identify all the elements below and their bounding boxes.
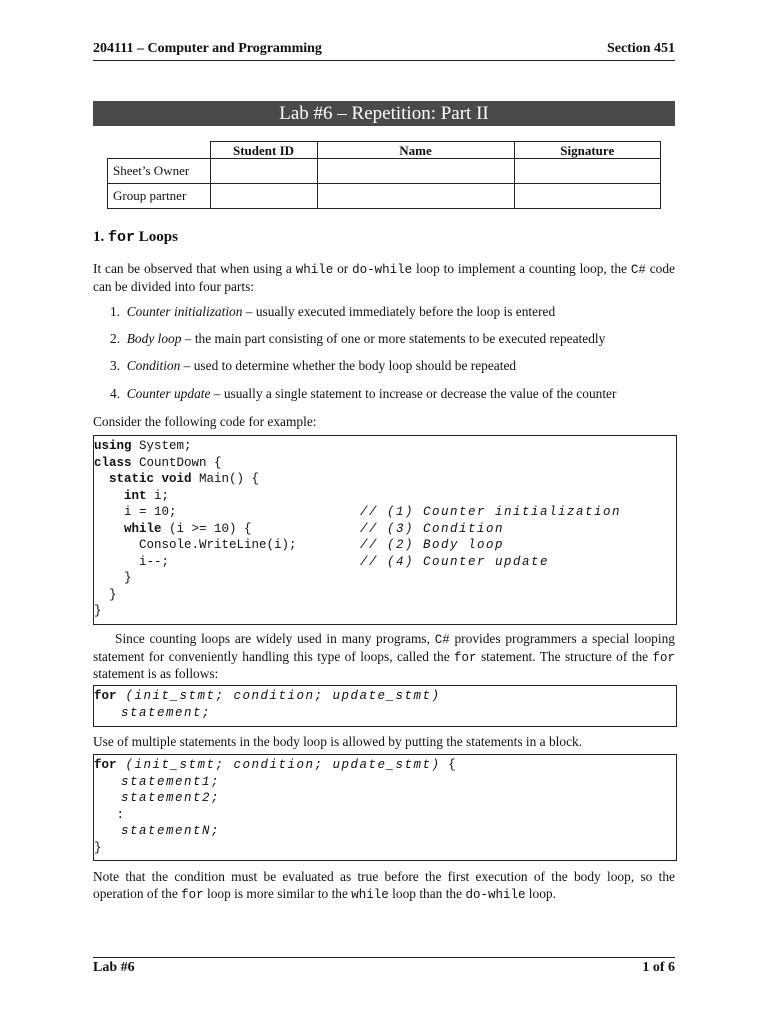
text: loop is more similar to the [203, 885, 352, 901]
col-name: Name [317, 142, 514, 159]
code-keyword: for [454, 650, 477, 665]
code-line: statementN; [94, 824, 221, 838]
code-line: } [94, 604, 102, 618]
text: Since counting loops are widely used in many programs, [115, 631, 435, 646]
section-number: Section 451 [606, 41, 675, 56]
page-header [93, 41, 675, 61]
code-keyword: for [652, 650, 675, 665]
code-line: for (init_stmt; condition; update_stmt) [94, 689, 441, 703]
text: Note that the condition must be evaluated as true before the first execution of the body loop, so the operation of the [93, 869, 675, 901]
page-number: 1 of 6 [642, 960, 675, 975]
list-item [110, 304, 555, 320]
section-number: 1. [93, 229, 105, 245]
partner-name-field[interactable] [317, 184, 514, 209]
consider-text: Consider the following code for example: [93, 414, 317, 429]
list-item [110, 358, 516, 374]
text: loop. [525, 885, 556, 901]
code-line: } [94, 587, 117, 602]
owner-student-id-field[interactable] [210, 159, 317, 184]
code-keyword: for [181, 887, 204, 902]
text: loop to implement a counting loop, the [412, 261, 631, 276]
partner-student-id-field[interactable] [210, 184, 317, 209]
text: provides programmers a special looping statement for conveniently handling this type of loops, called the [93, 631, 675, 664]
page-footer [93, 957, 675, 978]
list-desc: – usually a single statement to increase or decrease the value of the counter [210, 386, 617, 401]
text: code can be divided into four parts: [93, 261, 675, 294]
col-signature: Signature [514, 142, 661, 159]
col-student-id: Student ID [210, 142, 317, 159]
code-line: while (i >= 10) { // (3) Condition [94, 521, 505, 536]
list-term: Counter update [126, 386, 211, 401]
block-paragraph: Use of multiple statements in the body loop is allowed by putting the statements in a block. [93, 734, 583, 749]
code-keyword: do-while [352, 263, 413, 277]
section-title: Loops [138, 229, 178, 245]
list-number: 2. [110, 331, 121, 346]
list-term: Counter initialization [126, 304, 243, 319]
text: statement is as follows: [93, 666, 219, 681]
list-desc: – used to determine whether the body loop should be repeated [180, 358, 517, 373]
code-line: class CountDown { [94, 455, 222, 470]
code-line: Console.WriteLine(i); // (2) Body loop [94, 538, 505, 552]
code-comment: // (4) Counter update [360, 554, 550, 569]
list-number: 4. [110, 386, 121, 401]
list-number: 1. [110, 304, 121, 319]
list-desc: – the main part consisting of one or more statements to be executed repeatedly [181, 331, 606, 346]
code-line: i = 10; // (1) Counter initialization [94, 505, 622, 519]
row-label-partner: Group partner [108, 184, 211, 209]
code-line: } [94, 571, 132, 585]
table-row [108, 159, 661, 184]
signature-table [107, 141, 661, 209]
owner-name-field[interactable] [317, 159, 514, 184]
code-keyword: C# [434, 633, 450, 647]
list-desc: – usually executed immediately before the loop is entered [242, 304, 556, 319]
row-label-owner: Sheet’s Owner [108, 159, 211, 184]
list-term: Condition [126, 358, 181, 373]
code-line: int i; [94, 488, 170, 503]
text: loop than the [388, 885, 466, 901]
text: statement. The structure of the [476, 648, 653, 664]
list-item [110, 331, 605, 347]
code-line: static void Main() { [94, 472, 260, 486]
code-block-countdown [93, 435, 677, 625]
code-line: statement2; [94, 791, 221, 805]
for-statement-paragraph [93, 631, 675, 683]
footer-lab: Lab #6 [93, 960, 135, 975]
list-term: Body loop [126, 331, 182, 346]
code-block-for-syntax [93, 685, 677, 727]
text: It can be observed that when using a [93, 261, 296, 276]
code-line: using System; [94, 439, 192, 453]
code-line: statement; [94, 705, 212, 720]
code-comment: // (2) Body loop [360, 538, 505, 552]
text: or [333, 261, 353, 276]
code-line: for (init_stmt; condition; update_stmt) { [94, 758, 456, 772]
code-keyword: while [351, 887, 389, 902]
owner-signature-field[interactable] [514, 159, 661, 184]
code-comment: // (3) Condition [360, 521, 505, 536]
list-number: 3. [110, 358, 121, 373]
lab-title-banner: Lab #6 – Repetition: Part II [93, 101, 675, 126]
table-header-row [108, 142, 661, 159]
table-row [108, 184, 661, 209]
partner-signature-field[interactable] [514, 184, 661, 209]
note-paragraph [93, 869, 675, 903]
section-keyword: for [108, 229, 136, 246]
intro-paragraph [93, 261, 675, 295]
section-heading [93, 229, 178, 246]
code-line: : [94, 807, 125, 822]
code-line: statement1; [94, 774, 221, 789]
code-keyword: C# [630, 263, 646, 277]
code-line: i--; // (4) Counter update [94, 554, 550, 569]
code-comment: // (1) Counter initialization [360, 505, 622, 519]
code-line: } [94, 840, 102, 855]
list-item [110, 386, 616, 402]
table-corner [108, 142, 211, 159]
code-keyword: while [295, 263, 334, 277]
code-keyword: do-while [465, 887, 526, 902]
code-block-for-block [93, 754, 677, 861]
course-title: 204111 – Computer and Programming [93, 41, 322, 56]
